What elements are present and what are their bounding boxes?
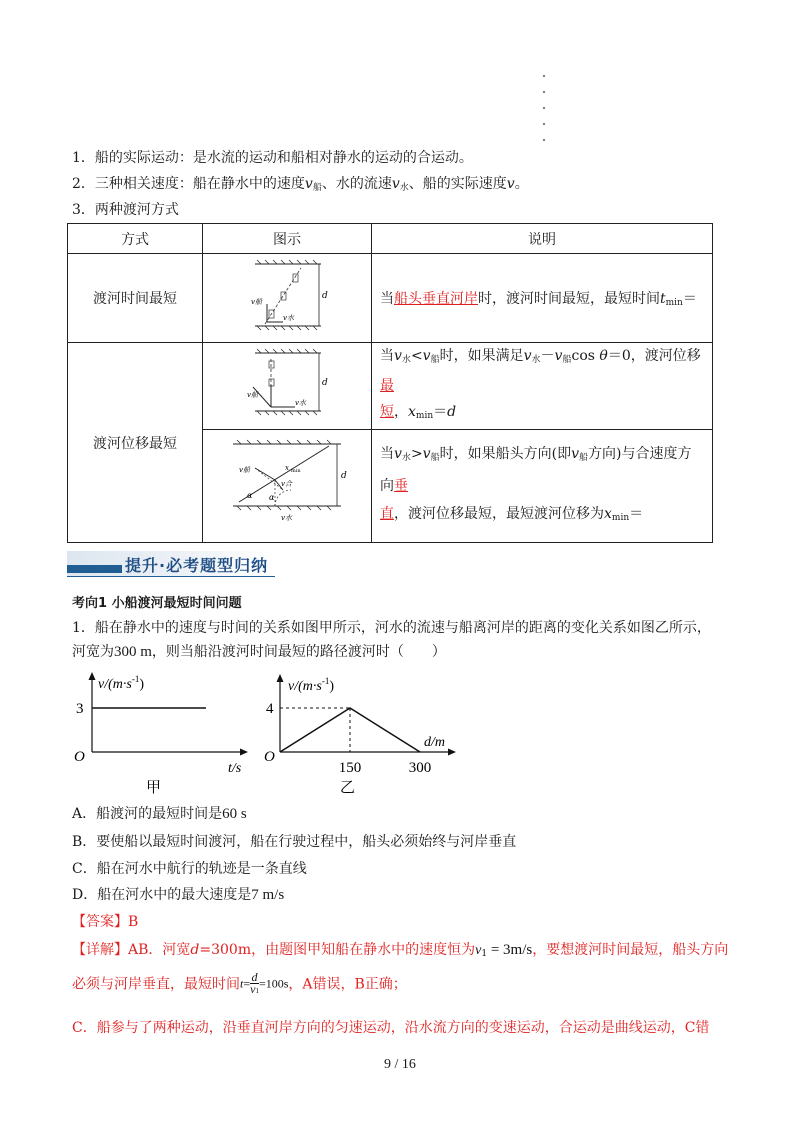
svg-text:d: d bbox=[322, 291, 328, 301]
intro-line-2: 2．三种相关速度：船在静水中的速度$v_船$、水的流速$v_水$、船的实际速度v。 bbox=[72, 176, 529, 193]
graph-jia bbox=[64, 664, 264, 800]
river-diagram-2 bbox=[203, 345, 371, 423]
intro-line-1: 1．船的实际运动：是水流的运动和船相对静水的运动的合运动。 bbox=[72, 150, 473, 166]
option-b: B．要使船以最短时间渡河，船在行驶过程中，船头必须始终与河岸垂直 bbox=[72, 834, 517, 850]
page-number: 9 / 16 bbox=[384, 1057, 416, 1072]
option-a: A．船渡河的最短时间是60 s bbox=[72, 806, 247, 822]
svg-text:v船: v船 bbox=[247, 391, 258, 399]
y-tick-label: 3 bbox=[76, 701, 84, 717]
question-line-2: 河宽为300 m，则当船沿渡河时间最短的路径渡河时（ ） bbox=[72, 644, 446, 660]
figure-min-displacement-2 bbox=[203, 430, 372, 543]
x-axis-label: d/m bbox=[424, 735, 445, 750]
svg-text:α: α bbox=[269, 493, 275, 502]
table-header: 说明 bbox=[372, 224, 713, 254]
mode-min-displacement: 渡河位移最短 bbox=[68, 343, 203, 543]
section-banner bbox=[67, 551, 275, 577]
explain-line-3: C．船参与了两种运动，沿垂直河岸方向的匀速运动，沿水流方向的变速运动，合运动是曲线运动，C错 bbox=[72, 1020, 710, 1036]
svg-text:v水: v水 bbox=[281, 514, 292, 522]
explain-line-1: 【详解】AB．河宽d=300m，由题图甲知船在静水中的速度恒为$v_1 = 3m/s$，要想渡河时间最短，船头方向 bbox=[72, 942, 729, 959]
graph-caption: 乙 bbox=[340, 778, 356, 796]
x-tick-label: 300 bbox=[408, 760, 432, 776]
origin-label: O bbox=[74, 749, 85, 765]
svg-text:v/(m·s-1): $v/(m\cdot s^{-1})$ bbox=[98, 674, 144, 692]
v-boat-label: v船 bbox=[251, 298, 262, 306]
intro-line-3: 3．两种渡河方式 bbox=[72, 202, 179, 218]
option-d: D．船在河水中的最大速度是7 m/s bbox=[72, 887, 285, 903]
y-axis-label: v/(m·s bbox=[288, 679, 322, 694]
origin-label: O bbox=[264, 749, 275, 765]
figure-min-time bbox=[203, 254, 372, 343]
question-line-1: 1．船在静水中的速度与时间的关系如图甲所示，河水的流速与船离河岸的距离的变化关系如图乙所示， bbox=[72, 620, 711, 636]
section-heading: 考向1 小船渡河最短时间问题 bbox=[72, 596, 242, 611]
note-min-displacement-1: 当$v_水<v_船$时，如果满足$v_水-v_船\cos$ θ＝0，渡河位移最 短，$x_{min}=d$ bbox=[372, 343, 713, 430]
banner-bar bbox=[67, 565, 122, 573]
svg-text:min: min bbox=[291, 468, 301, 474]
svg-text:v船: v船 bbox=[239, 466, 250, 474]
table-header: 图示 bbox=[203, 224, 372, 254]
x-tick-label: 150 bbox=[338, 760, 362, 776]
explain-line-2: 必须与河岸垂直，最短时间t= $\frac{d}{v1}$ =100s，A错误，B正确； bbox=[72, 970, 407, 996]
option-c: C．船在河水中航行的轨迹是一条直线 bbox=[72, 861, 307, 877]
figure-min-displacement-1 bbox=[203, 343, 372, 430]
banner-underline bbox=[67, 576, 275, 577]
note-min-time: 当船头垂直河岸时，渡河时间最短，最短时间$t_{min}=$ bbox=[372, 254, 713, 343]
svg-text:v/(m·s-1): $v/(m\cdot s^{-1})$ bbox=[288, 676, 334, 694]
svg-text:d: d bbox=[341, 471, 347, 481]
svg-text:d: d bbox=[322, 378, 328, 388]
svg-text:x: x bbox=[285, 464, 289, 472]
y-axis-label: v/(m·s bbox=[98, 677, 132, 692]
graph-caption: 甲 bbox=[146, 778, 162, 796]
svg-text:α: α bbox=[247, 491, 253, 500]
mode-min-time: 渡河时间最短 bbox=[68, 254, 203, 343]
svg-text:v水: v水 bbox=[295, 399, 306, 407]
river-diagram-1 bbox=[203, 254, 371, 338]
river-diagram-3 bbox=[203, 430, 371, 538]
note-min-displacement-2: 当$v_水>v_船$时，如果船头方向(即$v_船$方向)与合速度方向垂 直，渡河位移最短，最短渡河位移为$x_{min}=$ bbox=[372, 430, 713, 543]
x-axis-label: t/s bbox=[228, 761, 242, 776]
table-header: 方式 bbox=[68, 224, 203, 254]
answer: 【答案】B bbox=[72, 914, 139, 930]
svg-text:v水: v水 bbox=[283, 314, 294, 322]
y-tick-label: 4 bbox=[266, 701, 274, 717]
crossing-methods-table bbox=[67, 223, 713, 543]
svg-text:v合: v合 bbox=[281, 480, 292, 488]
graph-yi bbox=[262, 664, 472, 800]
banner-title: 提升·必考题型归纳 bbox=[125, 556, 269, 575]
